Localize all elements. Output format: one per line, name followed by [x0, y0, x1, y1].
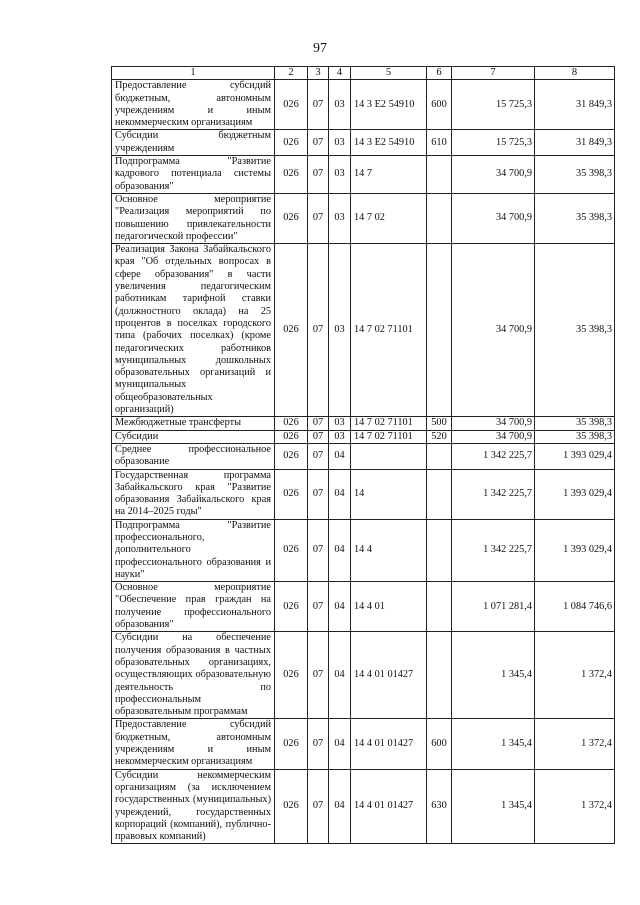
subsection-code: 03: [329, 244, 351, 417]
amount-year-1: 1 342 225,7: [452, 469, 535, 519]
table-row: [112, 632, 615, 719]
section-code: 07: [308, 632, 329, 719]
page-number: 97: [313, 41, 327, 56]
table-body: [112, 80, 615, 844]
expense-type-code: 500: [427, 417, 452, 430]
amount-year-2: 35 398,3: [535, 193, 615, 243]
column-number: 7: [452, 67, 535, 80]
section-code: 07: [308, 193, 329, 243]
expense-type-code: [427, 244, 452, 417]
budget-table: [111, 66, 615, 844]
table-row: [112, 156, 615, 194]
expense-type-code: 630: [427, 769, 452, 844]
target-article-code: 14 7: [351, 156, 427, 194]
table-row: [112, 193, 615, 243]
subsection-code: 03: [329, 430, 351, 443]
amount-year-2: 1 372,4: [535, 719, 615, 769]
section-code: 07: [308, 430, 329, 443]
ministry-code: 026: [275, 417, 308, 430]
amount-year-2: 35 398,3: [535, 430, 615, 443]
row-name: Реализация Закона Забайкальского края "Об отдельных вопросах в сфере образования" в части увеличения педагогическим работникам тарифной ставки (должностного оклада) на 25 процентов в поселках городского типа (рабочих поселках) (кроме педагогических работников муниципальных дошкольных образовательных организаций и муниципальных общеобразовательных организаций): [112, 244, 275, 417]
amount-year-1: 1 345,4: [452, 719, 535, 769]
row-name: Межбюджетные трансферты: [112, 417, 275, 430]
target-article-code: 14: [351, 469, 427, 519]
ministry-code: 026: [275, 80, 308, 130]
ministry-code: 026: [275, 244, 308, 417]
column-number: 1: [112, 67, 275, 80]
ministry-code: 026: [275, 443, 308, 469]
subsection-code: 03: [329, 193, 351, 243]
amount-year-1: 34 700,9: [452, 193, 535, 243]
section-code: 07: [308, 443, 329, 469]
table-row: [112, 417, 615, 430]
target-article-code: 14 4 01: [351, 582, 427, 632]
expense-type-code: 600: [427, 80, 452, 130]
section-code: 07: [308, 769, 329, 844]
amount-year-2: 35 398,3: [535, 156, 615, 194]
column-number: 6: [427, 67, 452, 80]
row-name: Подпрограмма "Развитие профессионального, дополнительного профессионального образования и науки": [112, 519, 275, 581]
subsection-code: 03: [329, 417, 351, 430]
ministry-code: 026: [275, 130, 308, 156]
column-number: 2: [275, 67, 308, 80]
ministry-code: 026: [275, 582, 308, 632]
table-row: [112, 469, 615, 519]
section-code: 07: [308, 156, 329, 194]
expense-type-code: [427, 632, 452, 719]
subsection-code: 04: [329, 519, 351, 581]
table-row: [112, 719, 615, 769]
expense-type-code: [427, 582, 452, 632]
subsection-code: 03: [329, 80, 351, 130]
target-article-code: 14 7 02 71101: [351, 430, 427, 443]
section-code: 07: [308, 582, 329, 632]
ministry-code: 026: [275, 769, 308, 844]
expense-type-code: [427, 443, 452, 469]
amount-year-1: 1 071 281,4: [452, 582, 535, 632]
expense-type-code: 600: [427, 719, 452, 769]
row-name: Субсидии: [112, 430, 275, 443]
subsection-code: 04: [329, 582, 351, 632]
expense-type-code: [427, 519, 452, 581]
row-name: Среднее профессиональное образование: [112, 443, 275, 469]
target-article-code: 14 4 01 01427: [351, 632, 427, 719]
amount-year-1: 1 342 225,7: [452, 443, 535, 469]
target-article-code: 14 7 02 71101: [351, 417, 427, 430]
amount-year-2: 1 393 029,4: [535, 519, 615, 581]
ministry-code: 026: [275, 519, 308, 581]
subsection-code: 04: [329, 632, 351, 719]
expense-type-code: 610: [427, 130, 452, 156]
amount-year-2: 1 393 029,4: [535, 443, 615, 469]
subsection-code: 04: [329, 769, 351, 844]
amount-year-1: 34 700,9: [452, 430, 535, 443]
amount-year-1: 34 700,9: [452, 417, 535, 430]
section-code: 07: [308, 244, 329, 417]
section-code: 07: [308, 469, 329, 519]
target-article-code: 14 3 E2 54910: [351, 130, 427, 156]
subsection-code: 04: [329, 443, 351, 469]
amount-year-1: 15 725,3: [452, 80, 535, 130]
table-row: [112, 769, 615, 844]
row-name: Основное мероприятие "Реализация мероприятий по повышению привлекательности педагогической профессии": [112, 193, 275, 243]
expense-type-code: [427, 156, 452, 194]
amount-year-2: 31 849,3: [535, 130, 615, 156]
target-article-code: 14 3 E2 54910: [351, 80, 427, 130]
amount-year-1: 1 345,4: [452, 632, 535, 719]
ministry-code: 026: [275, 430, 308, 443]
row-name: Субсидии некоммерческим организациям (за исключением государственных (муниципальных) учреждений, государственных корпораций (компаний), публично-правовых компаний): [112, 769, 275, 844]
table-row: [112, 430, 615, 443]
section-code: 07: [308, 417, 329, 430]
section-code: 07: [308, 719, 329, 769]
subsection-code: 03: [329, 130, 351, 156]
amount-year-2: 1 084 746,6: [535, 582, 615, 632]
target-article-code: 14 7 02 71101: [351, 244, 427, 417]
amount-year-1: 34 700,9: [452, 244, 535, 417]
table-row: [112, 244, 615, 417]
column-number: 4: [329, 67, 351, 80]
table-row: [112, 519, 615, 581]
expense-type-code: 520: [427, 430, 452, 443]
section-code: 07: [308, 80, 329, 130]
table-row: [112, 582, 615, 632]
subsection-code: 03: [329, 156, 351, 194]
amount-year-1: 1 342 225,7: [452, 519, 535, 581]
target-article-code: 14 4 01 01427: [351, 769, 427, 844]
row-name: Предоставление субсидий бюджетным, автономным учреждениям и иным некоммерческим организациям: [112, 719, 275, 769]
amount-year-2: 1 372,4: [535, 769, 615, 844]
target-article-code: [351, 443, 427, 469]
amount-year-2: 1 372,4: [535, 632, 615, 719]
amount-year-2: 31 849,3: [535, 80, 615, 130]
ministry-code: 026: [275, 469, 308, 519]
ministry-code: 026: [275, 193, 308, 243]
target-article-code: 14 4 01 01427: [351, 719, 427, 769]
expense-type-code: [427, 469, 452, 519]
row-name: Предоставление субсидий бюджетным, автономным учреждениям и иным некоммерческим организациям: [112, 80, 275, 130]
table-row: [112, 130, 615, 156]
target-article-code: 14 7 02: [351, 193, 427, 243]
column-number: 5: [351, 67, 427, 80]
amount-year-2: 1 393 029,4: [535, 469, 615, 519]
column-number: 3: [308, 67, 329, 80]
amount-year-1: 1 345,4: [452, 769, 535, 844]
row-name: Основное мероприятие "Обеспечение прав граждан на получение профессионального образования": [112, 582, 275, 632]
subsection-code: 04: [329, 719, 351, 769]
table-row: [112, 80, 615, 130]
row-name: Подпрограмма "Развитие кадрового потенциала системы образования": [112, 156, 275, 194]
subsection-code: 04: [329, 469, 351, 519]
table-row: [112, 443, 615, 469]
ministry-code: 026: [275, 632, 308, 719]
ministry-code: 026: [275, 719, 308, 769]
column-number-row: [112, 67, 615, 80]
amount-year-1: 15 725,3: [452, 130, 535, 156]
target-article-code: 14 4: [351, 519, 427, 581]
column-number: 8: [535, 67, 615, 80]
section-code: 07: [308, 519, 329, 581]
amount-year-1: 34 700,9: [452, 156, 535, 194]
amount-year-2: 35 398,3: [535, 244, 615, 417]
row-name: Субсидии бюджетным учреждениям: [112, 130, 275, 156]
ministry-code: 026: [275, 156, 308, 194]
section-code: 07: [308, 130, 329, 156]
row-name: Государственная программа Забайкальского края "Развитие образования Забайкальского края на 2014–2025 годы": [112, 469, 275, 519]
expense-type-code: [427, 193, 452, 243]
amount-year-2: 35 398,3: [535, 417, 615, 430]
row-name: Субсидии на обеспечение получения образования в частных образовательных организациях, осуществляющих образовательную деятельность по профессиональным образовательным программам: [112, 632, 275, 719]
